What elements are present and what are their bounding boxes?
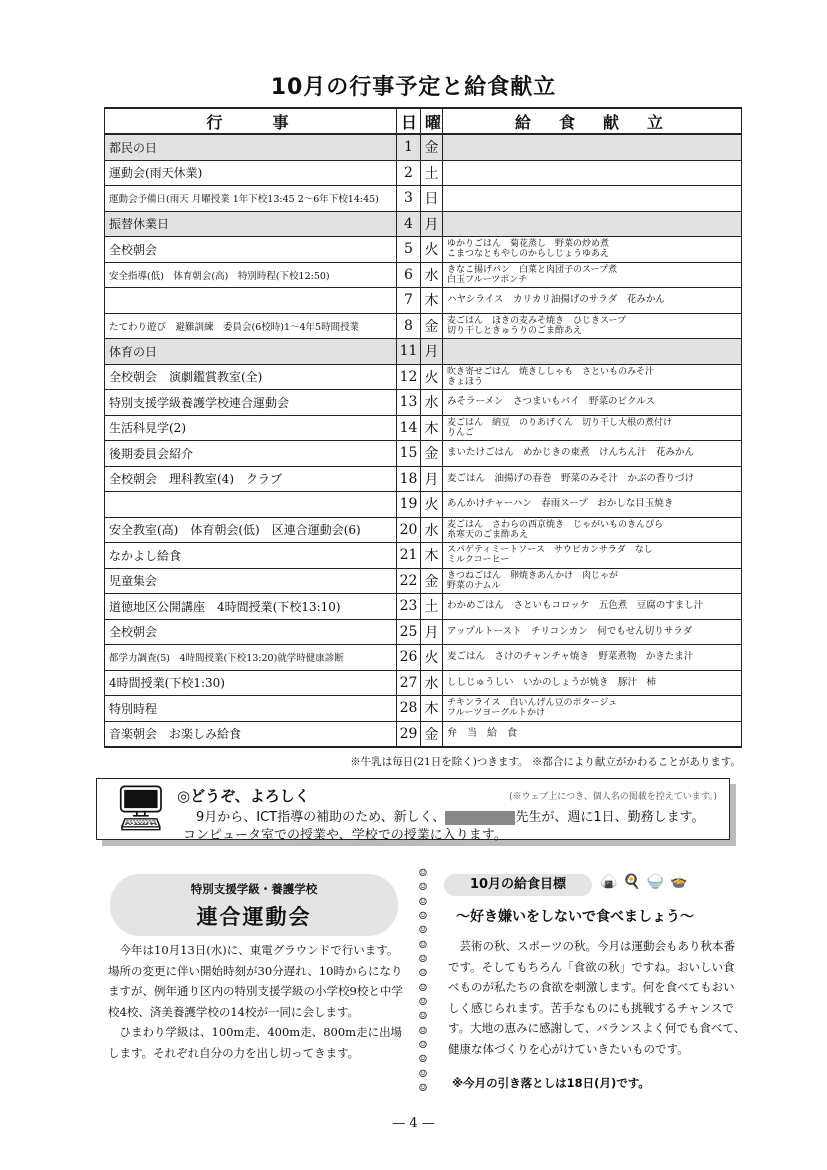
schedule-table [104,107,742,748]
menu-cell: アップルトースト チリコンカン 何でもせん切りサラダ [443,619,742,645]
event-cell: 運動会予備日(雨天 月曜授業 1年下校13:45 2～6年下校14:45) [105,186,397,212]
day-cell: 20 [397,517,421,543]
day-cell: 11 [397,339,421,365]
table-row [105,288,742,314]
menu-cell: みそラーメン さつまいもパイ 野菜のピクルス [443,390,742,416]
day-cell: 3 [397,186,421,212]
day-cell: 21 [397,543,421,569]
table-row [105,594,742,620]
welcome-box [96,778,730,843]
event-cell: 全校朝会 [105,619,397,645]
event-cell: なかよし給食 [105,543,397,569]
smiley-icon: ☺ [418,996,428,1008]
event-cell: 道徳地区公開講座 4時間授業(下校13:10) [105,594,397,620]
table-row [105,670,742,696]
event-cell: 運動会(雨天休業) [105,160,397,186]
menu-cell: 麦ごはん 油揚げの春巻 野菜のみそ汁 かぶの香りづけ [443,466,742,492]
day-cell: 15 [397,441,421,467]
menu-cell: あんかけチャーハン 春雨スープ おかしな目玉焼き [443,492,742,518]
menu-cell [443,134,742,160]
menu-cell: ハヤシライス カリカリ油揚げのサラダ 花みかん [443,288,742,314]
smiley-icon: ☺ [418,910,428,922]
table-row [105,390,742,416]
event-cell: 4時間授業(下校1:30) [105,670,397,696]
table-row [105,211,742,237]
day-cell: 22 [397,568,421,594]
weekday-cell: 水 [421,262,443,288]
menu-cell: きつねごはん 卵焼きあんかけ 肉じゃが 野菜のナムル [443,568,742,594]
sports-day-title: 連合運動会 [196,905,312,929]
weekday-cell: 日 [421,186,443,212]
lunch-goal-tag: 10月の給食目標 [444,874,592,896]
day-cell: 14 [397,415,421,441]
day-cell: 27 [397,670,421,696]
event-cell: 児童集会 [105,568,397,594]
event-cell: 後期委員会紹介 [105,441,397,467]
day-cell: 8 [397,313,421,339]
day-cell: 28 [397,696,421,722]
table-row [105,645,742,671]
smiley-icon: ☺ [418,882,428,894]
event-cell: 振替休業日 [105,211,397,237]
menu-cell: 麦ごはん さけのチャンチャ焼き 野菜煮物 かきたま汁 [443,645,742,671]
day-cell: 4 [397,211,421,237]
menu-cell: 吹き寄せごはん 焼きししゃも さといものみそ汁 きょほう [443,364,742,390]
table-row [105,415,742,441]
weekday-cell: 木 [421,415,443,441]
smiley-icon: ☺ [418,939,428,951]
header-day: 日 [397,108,421,134]
menu-cell: ゆかりごはん 菊花蒸し 野菜の炒め煮 こまつなともやしのからしじょうゆあえ [443,237,742,263]
day-cell: 29 [397,721,421,747]
milk-note: ※牛乳は毎日(21日を除く)つきます。 ※都合により献立がかわることがあります。 [350,756,741,768]
table-row [105,237,742,263]
smiley-icon: ☺ [418,1011,428,1023]
header-events: 行 事 [105,108,397,134]
day-cell: 25 [397,619,421,645]
menu-cell: ししじゅうしい いかのしょうが焼き 豚汁 柿 [443,670,742,696]
smiley-icon: ☺ [418,868,428,879]
event-cell: 安全教室(高) 体育朝会(低) 区連合運動会(6) [105,517,397,543]
day-cell: 18 [397,466,421,492]
page-number: — 4 — [392,1116,435,1131]
weekday-cell: 月 [421,211,443,237]
weekday-cell: 火 [421,492,443,518]
payment-note: ※今月の引き落としは18日(月)です。 [452,1076,650,1090]
day-cell: 23 [397,594,421,620]
event-cell: 全校朝会 理科教室(4) クラブ [105,466,397,492]
table-row [105,619,742,645]
redacted-name [445,811,515,825]
table-header-row [105,108,742,134]
smiley-icon: ☺ [418,1054,428,1066]
day-cell: 5 [397,237,421,263]
weekday-cell: 月 [421,466,443,492]
event-cell: 体育の日 [105,339,397,365]
menu-cell: きなこ揚げパン 白菜と肉団子のスープ煮 白玉フルーツポンチ [443,262,742,288]
event-cell: 全校朝会 演劇鑑賞教室(全) [105,364,397,390]
table-row [105,441,742,467]
welcome-title: ◎どうぞ、よろしく [177,787,310,805]
table-row [105,160,742,186]
smiley-icon: ☺ [418,1039,428,1051]
menu-cell [443,211,742,237]
weekday-cell: 金 [421,441,443,467]
welcome-text: 9月から、ICT指導の補助のため、新しく、 先生が、週に1日、勤務します。 コンピュータ室での授業や、学校での授業に入ります。 [183,810,705,843]
weekday-cell: 火 [421,364,443,390]
weekday-cell: 土 [421,160,443,186]
event-cell: 生活科見学(2) [105,415,397,441]
table-row [105,492,742,518]
event-cell: 全校朝会 [105,237,397,263]
day-cell: 2 [397,160,421,186]
table-row [105,262,742,288]
smiley-icon: ☺ [418,982,428,994]
computer-icon: 🖥 [113,783,169,834]
day-cell: 19 [397,492,421,518]
day-cell: 6 [397,262,421,288]
smiley-icon: ☺ [418,1082,428,1094]
menu-cell: スパゲティミートソース サウビカンサラダ なし ミルクコーヒー [443,543,742,569]
menu-cell: 麦ごはん さわらの西京焼き じゃがいものきんぴら 糸寒天のごま酢あえ [443,517,742,543]
weekday-cell: 金 [421,134,443,160]
event-cell: 音楽朝会 お楽しみ給食 [105,721,397,747]
menu-cell [443,339,742,365]
weekday-cell: 金 [421,568,443,594]
weekday-cell: 土 [421,594,443,620]
header-menu: 給 食 献 立 [443,108,742,134]
weekday-cell: 水 [421,390,443,416]
table-row [105,313,742,339]
smiley-icon: ☺ [418,896,428,908]
menu-cell: 弁 当 給 食 [443,721,742,747]
header-weekday: 曜 [421,108,443,134]
table-row [105,568,742,594]
day-cell: 12 [397,364,421,390]
smiley-divider [416,868,430,1094]
menu-cell: まいたけごはん めかじきの東煮 けんちん汁 花みかん [443,441,742,467]
smiley-icon: ☺ [418,1025,428,1037]
event-cell: 都民の日 [105,134,397,160]
weekday-cell: 月 [421,339,443,365]
sports-day-heading [110,874,398,936]
menu-cell [443,186,742,212]
table-row [105,339,742,365]
weekday-cell: 火 [421,237,443,263]
table-row [105,721,742,747]
event-cell: 安全指導(低) 体育朝会(高) 特別時程(下校12:50) [105,262,397,288]
table-row [105,517,742,543]
weekday-cell: 月 [421,619,443,645]
day-cell: 13 [397,390,421,416]
lunch-goal-subtitle: ～好き嫌いをしないで食べましょう～ [456,909,694,925]
table-row [105,364,742,390]
smiley-icon: ☺ [418,953,428,965]
weekday-cell: 水 [421,517,443,543]
dishes-icon: 🍙🍳🍚🍲 [600,874,694,890]
lunch-goal-text: 芸術の秋、スポーツの秋。今月は運動会もあり秋本番です。そしてもちろん「食欲の秋」ですね。おいしい食べものが私たちの食欲を刺激します。何を食べてもおいしく感じられます。苦手なものにも挑戦するチャンスです。大地の恵みに感謝して、バランスよく何でも食べて、健康な体づくりを心がけていきたいものです。 [448,939,746,1056]
day-cell: 1 [397,134,421,160]
smiley-icon: ☺ [418,925,428,937]
event-cell: 特別支援学級養護学校連合運動会 [105,390,397,416]
menu-cell [443,160,742,186]
event-cell [105,492,397,518]
table-row [105,543,742,569]
weekday-cell: 金 [421,313,443,339]
smiley-icon: ☺ [418,968,428,980]
menu-cell: 麦ごはん 納豆 のりあげくん 切り干し大根の煮付け りんご [443,415,742,441]
table-row [105,696,742,722]
menu-cell: わかめごはん さといもコロッケ 五色煮 豆腐のすまし汁 [443,594,742,620]
menu-cell: チキンライス 白いんげん豆のポタージュ フルーツヨーグルトかけ [443,696,742,722]
weekday-cell: 火 [421,645,443,671]
table-row [105,466,742,492]
page-title: 10月の行事予定と給食献立 [270,75,557,100]
sports-day-subtitle: 特別支援学級・養護学校 [190,882,318,896]
sports-day-paragraph: 今年は10月13日(水)に、東電グラウンドで行います。場所の変更に伴い開始時刻が30分遅れ、10時からになりますが、例年通り区内の特別支援学級の小学校9校と中学校4校、済美養護学校の14校が一同に会します。 [108,943,403,1019]
weekday-cell: 木 [421,696,443,722]
day-cell: 26 [397,645,421,671]
weekday-cell: 木 [421,288,443,314]
weekday-cell: 水 [421,670,443,696]
event-cell: 特別時程 [105,696,397,722]
event-cell: 都学力調査(5) 4時間授業(下校13:20)就学時健康診断 [105,645,397,671]
privacy-notice: (※ウェブ上につき、個人名の掲載を控えています。) [509,792,717,802]
table-row [105,134,742,160]
event-cell: たてわり遊び 避難訓練 委員会(6校時)1～4年5時間授業 [105,313,397,339]
schedule-body [105,134,742,747]
smiley-icon: ☺ [418,1068,428,1080]
menu-cell: 麦ごはん ほきの麦みそ焼き ひじきスープ 切り干しときゅうりのごま酢あえ [443,313,742,339]
sports-day-article [108,940,404,1063]
day-cell: 7 [397,288,421,314]
sports-day-paragraph: ひまわり学級は、100m走、400m走、800m走に出場します。それぞれ自分の力を出し切ってきます。 [108,1025,403,1060]
weekday-cell: 金 [421,721,443,747]
event-cell [105,288,397,314]
weekday-cell: 木 [421,543,443,569]
table-row [105,186,742,212]
